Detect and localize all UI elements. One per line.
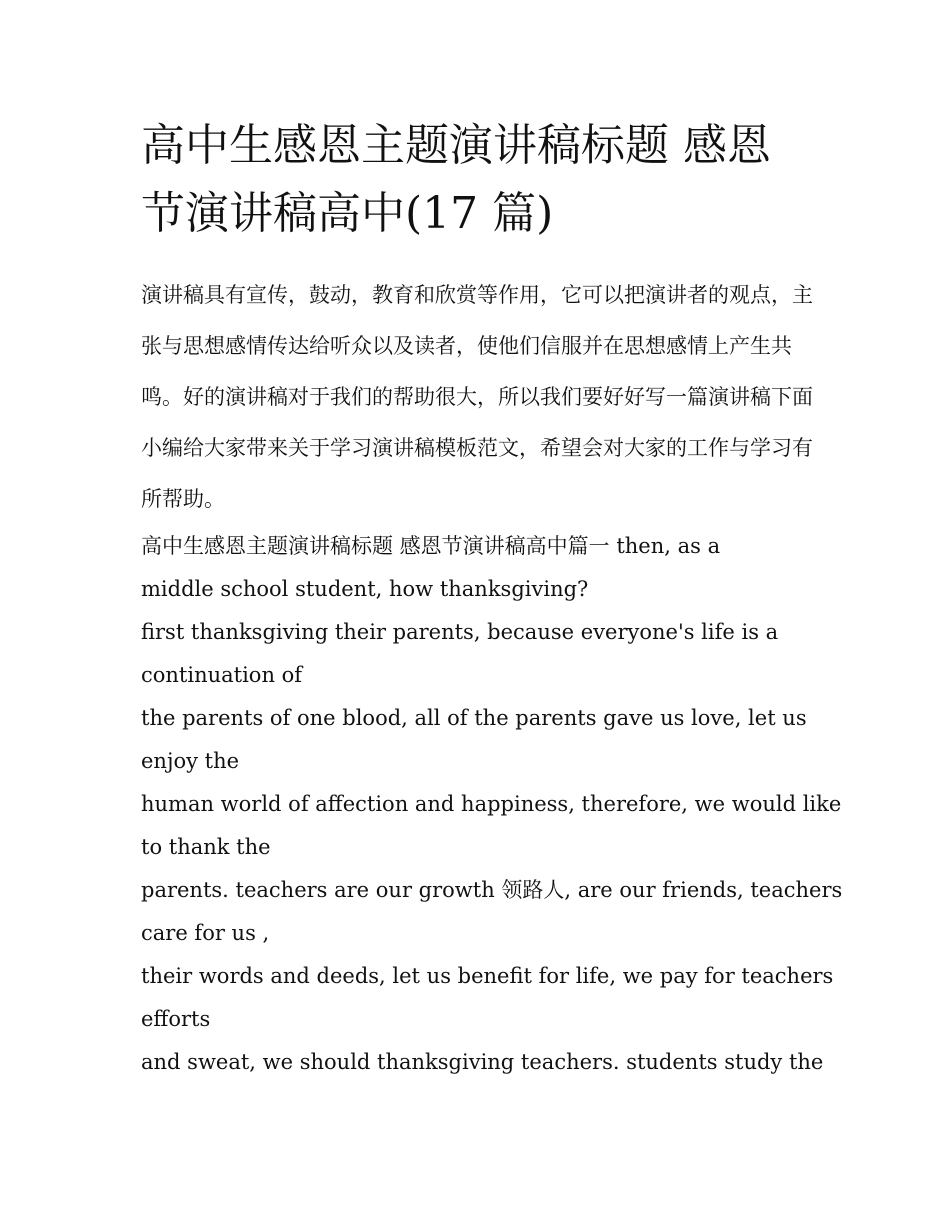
body-line: and sweat, we should thanksgiving teachers. students study the bbox=[141, 1050, 824, 1074]
document-title: 高中生感恩主题演讲稿标题 感恩节演讲稿高中(17 篇) bbox=[141, 120, 771, 239]
body-text bbox=[141, 525, 843, 1084]
body-line: continuation of bbox=[141, 663, 303, 687]
document-page bbox=[141, 112, 843, 1084]
body-line: efforts bbox=[141, 1007, 211, 1031]
body-line: 高中生感恩主题演讲稿标题 感恩节演讲稿高中篇一 then, as a bbox=[141, 534, 721, 558]
body-line: care for us , bbox=[141, 921, 270, 945]
body-line: to thank the bbox=[141, 835, 271, 859]
intro-paragraph: 演讲稿具有宣传，鼓动，教育和欣赏等作用，它可以把演讲者的观点，主张与思想感情传达给听众以及读者，使他们信服并在思想感情上产生共鸣。好的演讲稿对于我们的帮助很大，所以我们要好好写一篇演讲稿下面小编给大家带来关于学习演讲稿模板范文，希望会对大家的工作与学习有所帮助。 bbox=[141, 283, 813, 511]
body-line: first thanksgiving their parents, because everyone's life is a bbox=[141, 620, 779, 644]
body-line: human world of affection and happiness, therefore, we would like bbox=[141, 792, 842, 816]
body-line: their words and deeds, let us benefit for life, we pay for teachers bbox=[141, 964, 834, 988]
body-line: middle school student, how thanksgiving? bbox=[141, 577, 589, 601]
body-line: the parents of one blood, all of the parents gave us love, let us bbox=[141, 706, 807, 730]
body-line: enjoy the bbox=[141, 749, 240, 773]
body-line: parents. teachers are our growth 领路人, are our friends, teachers bbox=[141, 878, 843, 902]
